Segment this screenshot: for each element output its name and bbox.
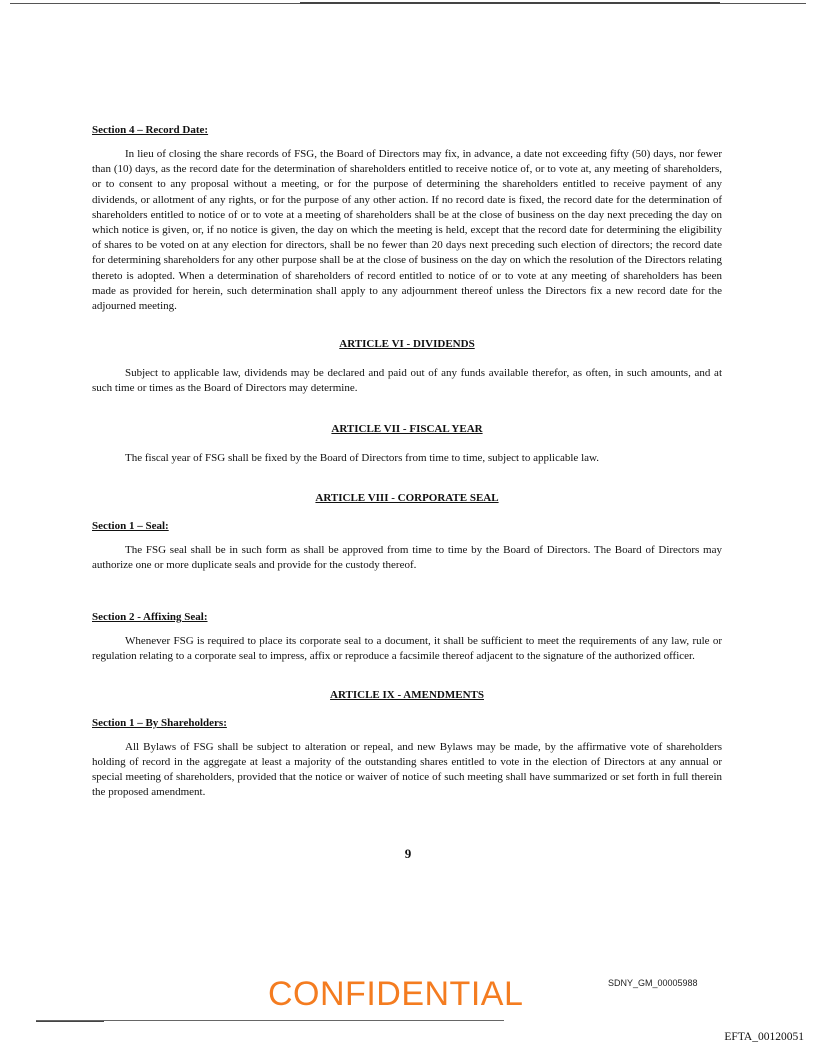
article-7-paragraph: The fiscal year of FSG shall be fixed by the Board of Directors from time to time, subject to applicable law. (125, 451, 599, 464)
article-8-section-1-paragraph: The FSG seal shall be in such form as shall be approved from time to time by the Board of Directors. The Board of Directors may authorize one or more duplicate seals and provide for the custody thereof. (92, 543, 722, 572)
page-number: 9 (404, 846, 412, 861)
article-8-section-2-heading: Section 2 - Affixing Seal: (92, 611, 208, 624)
bottom-scan-rule (36, 1020, 504, 1021)
article-9-section-1-paragraph: All Bylaws of FSG shall be subject to alteration or repeal, and new Bylaws may be made, by the affirmative vote of shareholders holding of record in the aggregate at least a majority of the outstanding shares entitled to vote in the election of Directors at any annual or special meeting of shareholders, provided that the notice or waiver of notice of such meeting shall have summarized or set forth in full therein the proposed amendment. (92, 740, 722, 799)
article-7-heading: ARTICLE VII - FISCAL YEAR (331, 422, 483, 435)
top-scan-rule-heavy (300, 2, 720, 4)
document-body (92, 124, 722, 800)
section-4-heading: Section 4 – Record Date: (92, 124, 209, 136)
article-9-section-1-heading: Section 1 – By Shareholders: (92, 716, 227, 729)
article-9-heading: ARTICLE IX - AMENDMENTS (330, 688, 484, 701)
article-6-paragraph: Subject to applicable law, dividends may be declared and paid out of any funds available therefor, as often, in such amounts, and at such time or times as the Board of Directors may determine. (92, 367, 722, 395)
article-8-section-2-paragraph: Whenever FSG is required to place its corporate seal to a document, it shall be sufficient to meet the requirements of any law, rule or regulation relating to a corporate seal to impress, affix or reproduce a facsimile thereof adjacent to the signature of the authorized officer. (92, 635, 722, 663)
efta-number: EFTA_00120051 (724, 1031, 804, 1043)
section-4-paragraph: In lieu of closing the share records of FSG, the Board of Directors may fix, in advance, a date not exceeding fifty (50) days, nor fewer than (10) days, as the record date for the determination of shareholders entitled to receive notice of, or to vote at, any meeting of shareholders, or to consent to any proposal without a meeting, or for the purpose of determining the shareholders entitled to receive payment of any dividends, or allotment of any rights, or for the purpose of any other action. If no record date is fixed, the record date for the determination of shareholders entitled to notice of or to vote at a meeting of shareholders shall be at the close of business on the day next preceding the day on which notice is given, or, if no notice is given, the day on which the meeting is held, except that the record date for determining the eligibility of shares to be voted on at any election for directors, shall be no fewer than 20 days next preceding such election of directors; the record date for determining shareholders for any other purpose shall be at the close of business on the day on which the resolution of the Directors relating thereto is adopted. When a determination of shareholders of record entitled to notice of or to vote at any meeting of shareholders has been made as provided for herein, such determination shall apply to any adjournment thereof unless the Directors fix a new record date for the adjourned meeting. (92, 148, 722, 313)
article-8-heading: ARTICLE VIII - CORPORATE SEAL (315, 491, 499, 504)
bottom-scan-rule-short (36, 1021, 104, 1022)
article-6-heading: ARTICLE VI - DIVIDENDS (339, 338, 475, 351)
article-8-section-1-heading: Section 1 – Seal: (92, 519, 169, 532)
bates-number: SDNY_GM_00005988 (608, 978, 698, 988)
confidential-stamp: CONFIDENTIAL (268, 975, 524, 1013)
